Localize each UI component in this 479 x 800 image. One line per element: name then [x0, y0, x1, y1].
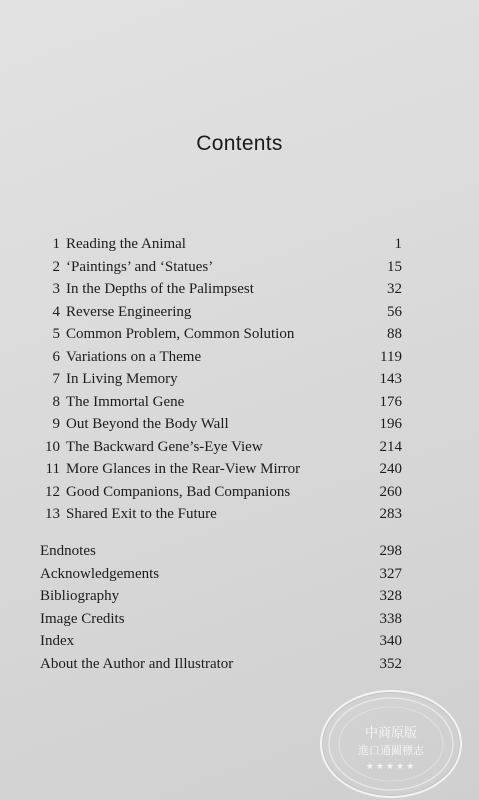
back-matter-entry	[40, 563, 402, 586]
back-matter-entry	[40, 608, 402, 631]
chapter-list	[40, 233, 402, 526]
page-number: 328	[379, 588, 402, 604]
page-number: 352	[379, 655, 402, 672]
toc-entry	[40, 323, 402, 346]
chapter-title: Good Companions, Bad Companions	[66, 483, 291, 500]
toc-entry	[40, 368, 402, 391]
chapter-number: 5	[52, 326, 60, 342]
page-number: 15	[387, 258, 402, 275]
chapter-title: The Backward Gene’s-Eye View	[66, 438, 263, 455]
toc-entry	[40, 256, 402, 279]
chapter-title: Reading the Animal	[66, 236, 186, 252]
back-matter-list	[40, 540, 402, 675]
page-number: 56	[387, 303, 402, 320]
page-number: 196	[379, 416, 402, 432]
chapter-title: Common Problem, Common Solution	[66, 326, 295, 342]
page-number: 260	[379, 483, 402, 500]
chapter-number: 7	[52, 371, 60, 387]
seal-graphic	[322, 692, 460, 796]
toc-entry	[40, 458, 402, 481]
toc-entry	[40, 503, 402, 526]
import-seal-watermark	[320, 690, 462, 798]
back-matter-title: Acknowledgements	[40, 565, 160, 582]
chapter-number: 8	[52, 393, 60, 410]
chapter-title: Shared Exit to the Future	[66, 506, 217, 522]
back-matter-title: Bibliography	[40, 588, 120, 604]
page-number: 283	[379, 506, 402, 522]
back-matter-title: About the Author and Illustrator	[40, 655, 234, 672]
chapter-title: More Glances in the Rear-View Mirror	[66, 461, 301, 477]
chapter-number: 1	[52, 236, 60, 252]
toc-entry	[40, 481, 402, 504]
back-matter-entry	[40, 630, 402, 653]
svg-text:中商原版: 中商原版	[364, 726, 418, 741]
chapter-number: 4	[52, 303, 60, 320]
svg-text:進口通關標志: 進口通關標志	[358, 744, 424, 757]
back-matter-title: Image Credits	[40, 610, 125, 627]
chapter-number: 13	[45, 506, 60, 522]
toc-entry	[40, 413, 402, 436]
chapter-number: 6	[52, 348, 60, 365]
back-matter-entry	[40, 540, 402, 563]
page-number: 143	[379, 371, 402, 387]
toc-entry	[40, 278, 402, 301]
page-number: 176	[379, 393, 402, 410]
chapter-number: 12	[45, 483, 60, 500]
chapter-number: 9	[52, 416, 60, 432]
page-number: 32	[387, 281, 402, 297]
page-number: 340	[379, 633, 402, 649]
chapter-title: In Living Memory	[66, 371, 178, 387]
toc-entry	[40, 233, 402, 256]
back-matter-entry	[40, 653, 402, 676]
toc-entry	[40, 346, 402, 369]
toc-entry	[40, 391, 402, 414]
chapter-title: Out Beyond the Body Wall	[66, 416, 229, 432]
page-number: 88	[387, 326, 402, 342]
toc-entry	[40, 436, 402, 459]
page-number: 214	[379, 438, 402, 455]
back-matter-entry	[40, 585, 402, 608]
chapter-number: 11	[45, 461, 60, 477]
page-number: 327	[379, 565, 402, 582]
page-number: 119	[380, 348, 402, 365]
chapter-title: ‘Paintings’ and ‘Statues’	[66, 258, 214, 275]
back-matter-title: Index	[40, 633, 75, 649]
page-number: 338	[379, 610, 402, 627]
chapter-title: Variations on a Theme	[66, 348, 202, 365]
chapter-number: 3	[52, 281, 60, 297]
page-number: 1	[394, 236, 402, 252]
chapter-number: 2	[52, 258, 60, 275]
chapter-number: 10	[45, 438, 60, 455]
back-matter-title: Endnotes	[40, 543, 96, 559]
toc-entry	[40, 301, 402, 324]
chapter-title: In the Depths of the Palimpsest	[66, 281, 254, 297]
page-number: 240	[379, 461, 402, 477]
chapter-title: Reverse Engineering	[66, 303, 192, 320]
svg-text:★★★★★: ★★★★★	[365, 762, 417, 772]
contents-heading: Contents	[196, 132, 283, 155]
chapter-title: The Immortal Gene	[66, 393, 185, 410]
page-number: 298	[379, 543, 402, 559]
